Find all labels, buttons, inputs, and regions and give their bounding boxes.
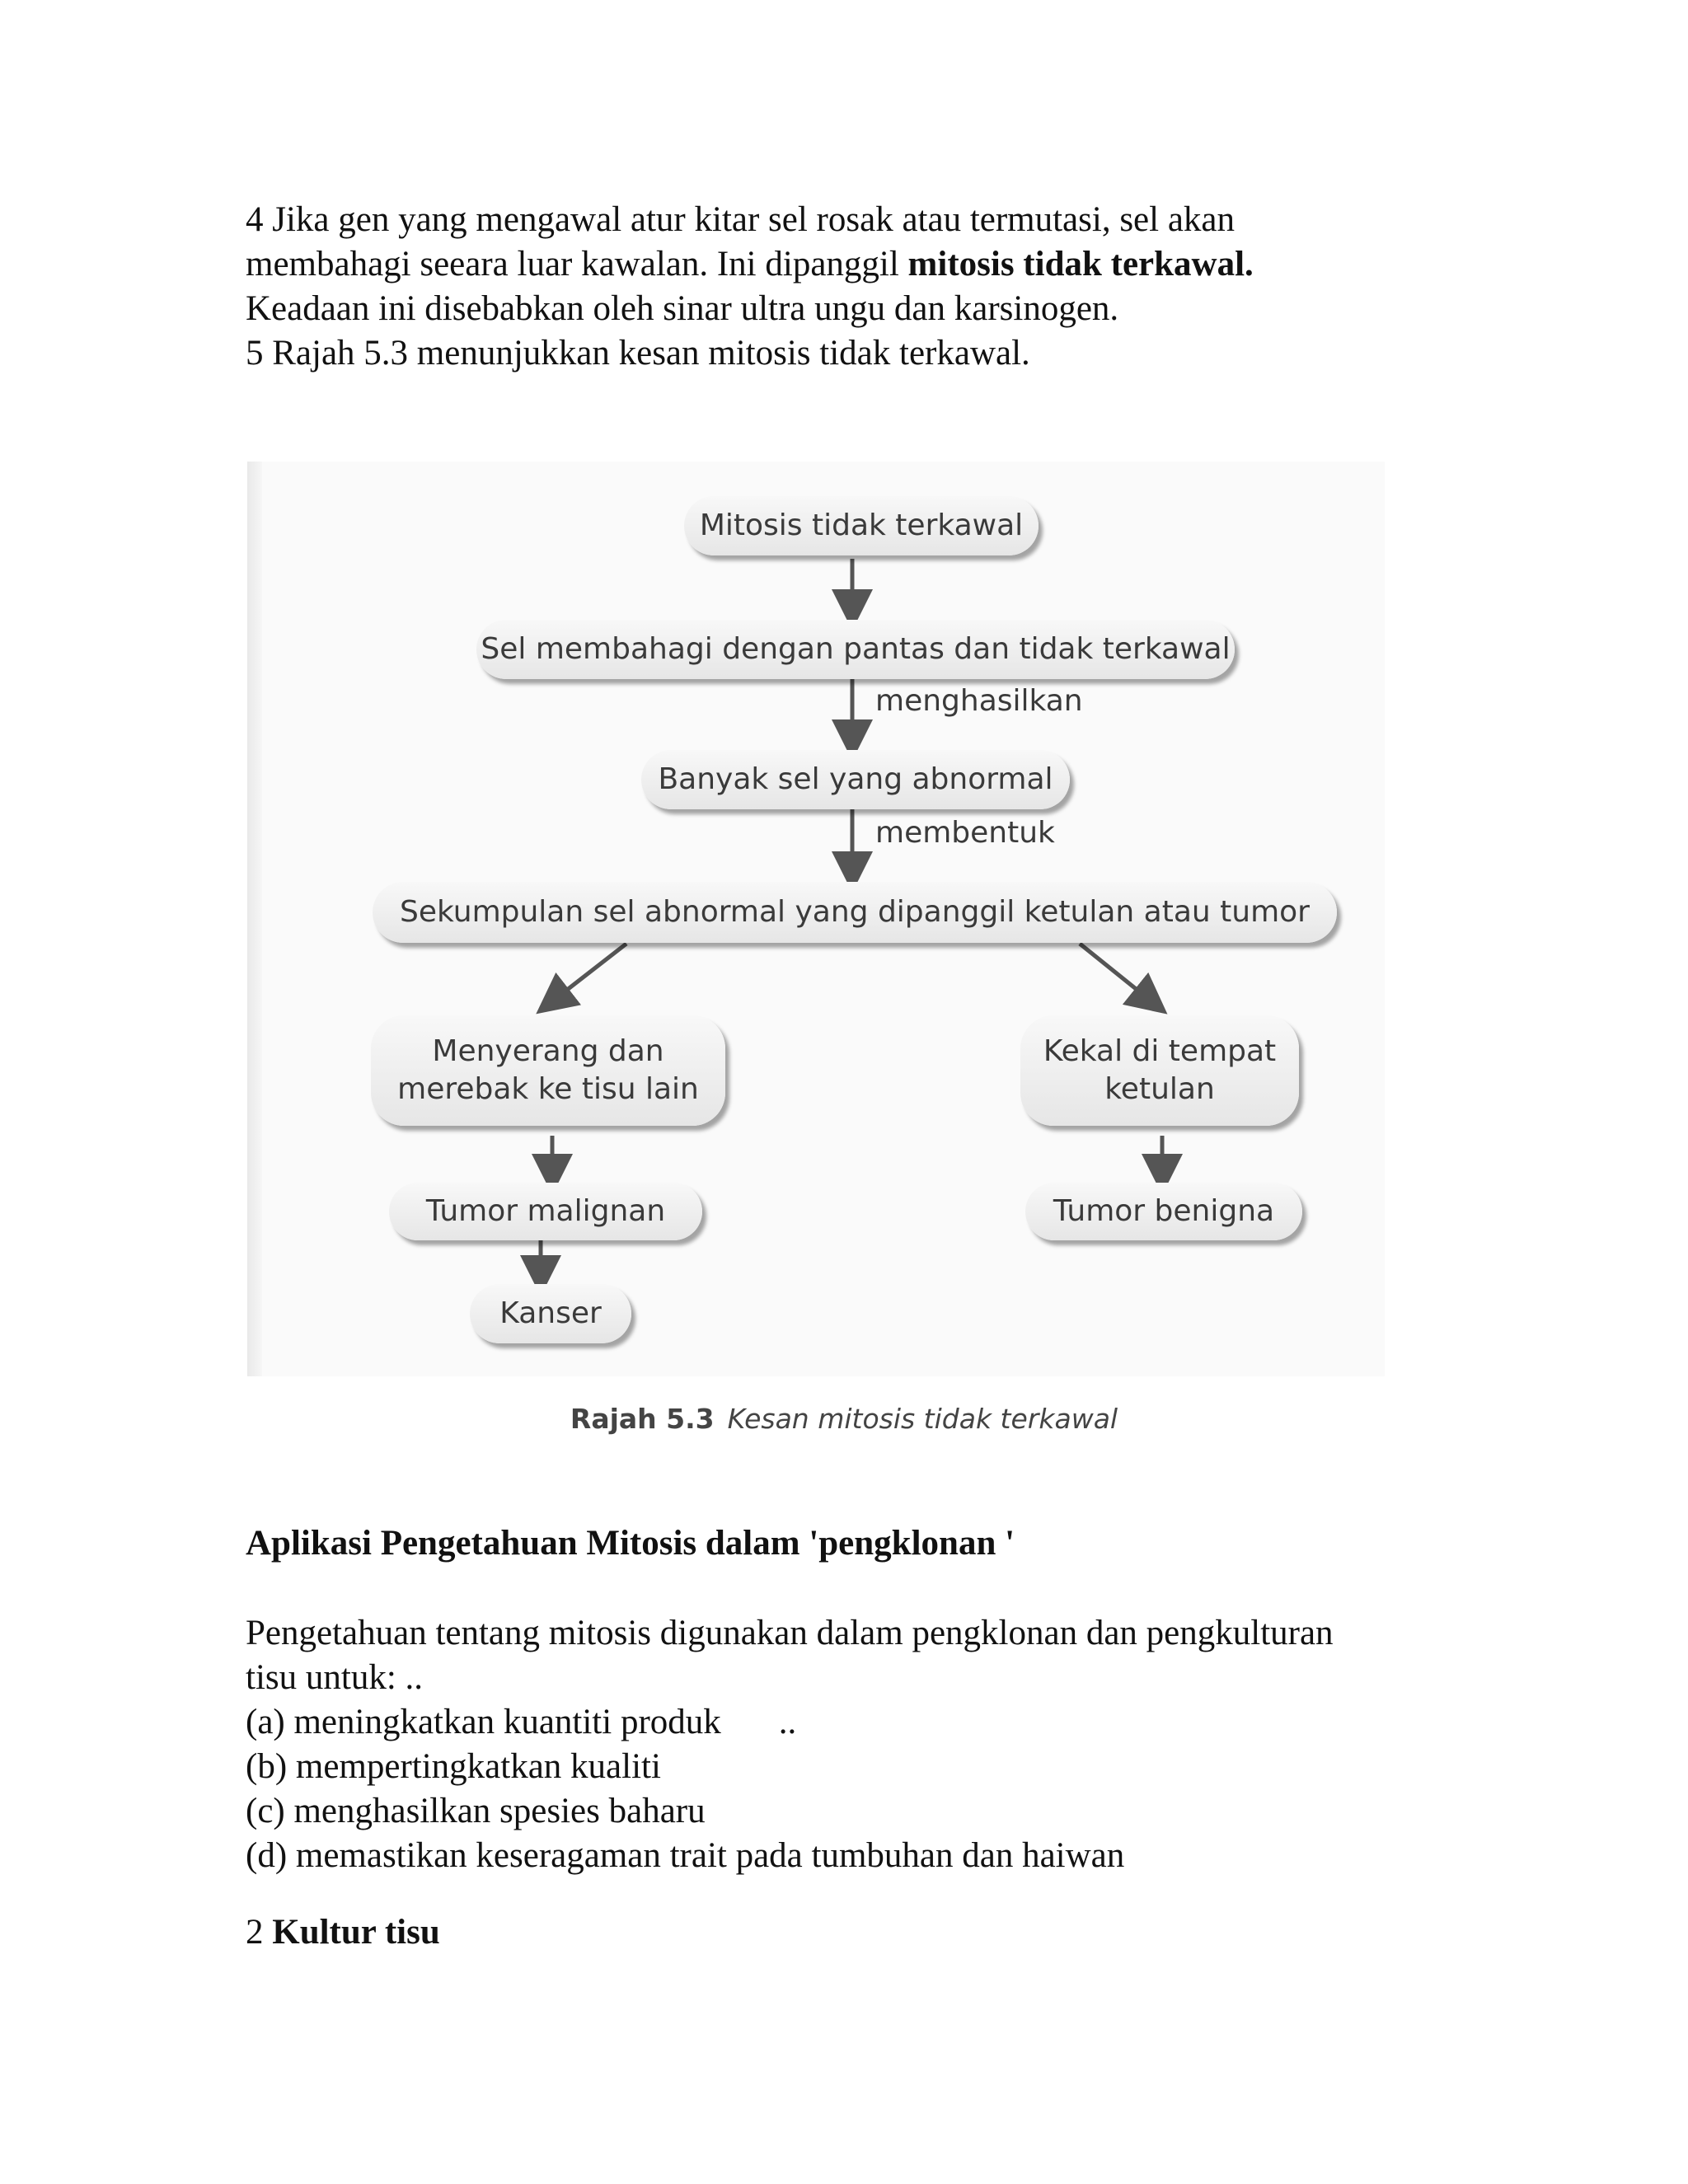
edge-label-forms: membentuk	[875, 816, 1055, 850]
node-label: Kanser	[499, 1296, 602, 1330]
arrow-tumor-to-invade	[552, 944, 626, 1001]
list-item-b: (b) mempertingkatkan kualiti	[246, 1747, 661, 1786]
node-label: Banyak sel yang abnormal	[658, 762, 1053, 796]
node-malignant-tumor	[389, 1183, 702, 1240]
node-label: Sel membahagi dengan pantas dan tidak terkawal	[481, 632, 1231, 666]
intro-line-2-text: membahagi seeara luar kawalan. Ini dipanggil	[246, 245, 908, 284]
intro-paragraph	[246, 198, 1482, 376]
figure-caption	[0, 1403, 1688, 1435]
list-item-a-dots: ..	[778, 1703, 797, 1741]
node-rapid-division	[476, 620, 1235, 679]
subheading-number: 2	[246, 1913, 273, 1952]
arrow-tumor-to-stay	[1080, 944, 1151, 1001]
node-label: Tumor malignan	[425, 1194, 666, 1228]
section-para-line-1: Pengetahuan tentang mitosis digunakan dalam pengklonan dan pengkulturan	[246, 1614, 1334, 1652]
intro-line-2	[246, 242, 1482, 287]
node-mitosis-uncontrolled	[684, 496, 1039, 555]
node-tumor	[373, 882, 1337, 943]
node-label: Kekal di tempat ketulan	[1043, 1034, 1277, 1106]
intro-line-2-bold: mitosis tidak terkawal.	[907, 245, 1254, 284]
node-label: Tumor benigna	[1053, 1194, 1275, 1228]
flowchart-figure	[247, 462, 1385, 1376]
node-label: Sekumpulan sel abnormal yang dipanggil ketulan atau tumor	[400, 895, 1310, 929]
intro-line-1: 4 Jika gen yang mengawal atur kitar sel rosak atau termutasi, sel akan	[246, 200, 1236, 239]
node-invade-spread	[371, 1015, 725, 1126]
node-label: Mitosis tidak terkawal	[699, 509, 1024, 542]
subheading-text: Kultur tisu	[272, 1913, 440, 1952]
node-cancer	[470, 1284, 631, 1343]
list-item-c: (c) menghasilkan spesies baharu	[246, 1792, 706, 1830]
subheading-kultur-tisu	[246, 1912, 440, 1952]
list-item-a	[246, 1700, 1482, 1745]
node-stay-in-place	[1020, 1015, 1299, 1126]
caption-number: Rajah 5.3	[570, 1403, 715, 1435]
intro-line-4: 5 Rajah 5.3 menunjukkan kesan mitosis tidak terkawal.	[246, 334, 1030, 373]
section-heading: Aplikasi Pengetahuan Mitosis dalam 'pengklonan '	[246, 1524, 1015, 1563]
edge-label-produces: menghasilkan	[875, 684, 1083, 718]
list-item-d: (d) memastikan keseragaman trait pada tumbuhan dan haiwan	[246, 1836, 1125, 1875]
caption-text: Kesan mitosis tidak terkawal	[727, 1403, 1118, 1435]
section-para-line-2: tisu untuk: ..	[246, 1658, 424, 1697]
intro-line-3: Keadaan ini disebabkan oleh sinar ultra ungu dan karsinogen.	[246, 289, 1119, 328]
node-label: Menyerang dan merebak ke tisu lain	[397, 1034, 699, 1106]
node-benign-tumor	[1025, 1183, 1302, 1240]
list-item-a-text: (a) meningkatkan kuantiti produk	[246, 1703, 721, 1741]
node-abnormal-cells	[641, 750, 1070, 809]
application-list	[246, 1611, 1482, 1878]
